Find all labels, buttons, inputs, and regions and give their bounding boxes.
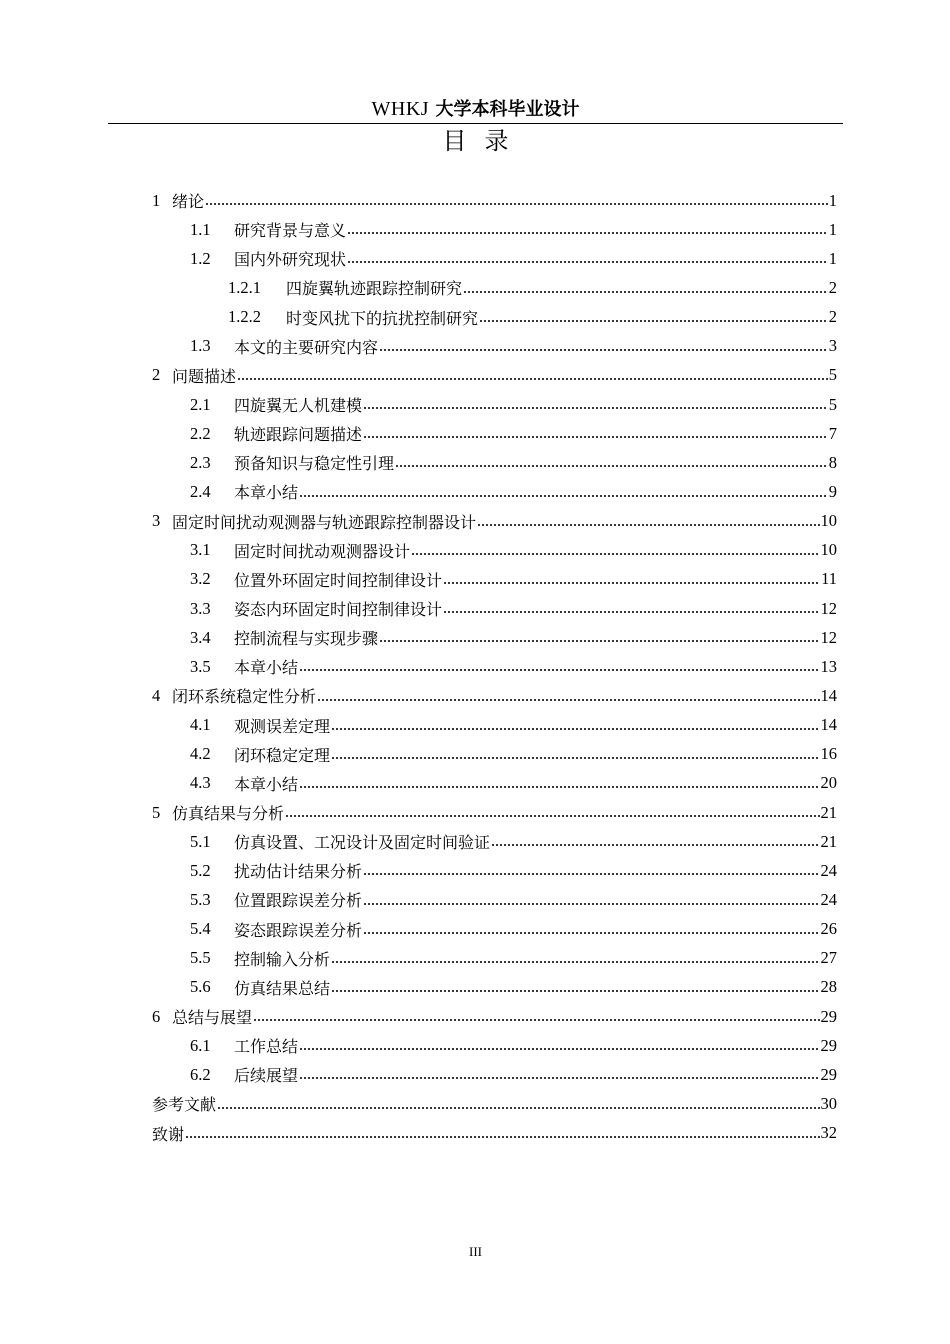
toc-entry-page: 21 <box>820 802 837 822</box>
toc-entry-number: 1.3 <box>190 336 211 356</box>
toc-entry-page: 29 <box>820 1006 837 1026</box>
dot-leader <box>379 639 819 643</box>
toc-entry-label: 姿态跟踪误差分析 <box>234 920 363 940</box>
toc-entry[interactable] <box>152 856 837 885</box>
toc-entry-page: 14 <box>820 715 837 735</box>
toc-entry-number: 5.3 <box>190 889 211 909</box>
toc-entry-page: 2 <box>828 307 837 327</box>
dot-leader <box>331 727 819 731</box>
toc-entry-label: 控制输入分析 <box>234 949 331 969</box>
page-number: III <box>469 1244 482 1259</box>
toc-entry-number: 3.5 <box>190 656 211 676</box>
toc-entry[interactable] <box>152 390 837 419</box>
toc-entry[interactable] <box>152 1002 837 1031</box>
toc-entry[interactable] <box>152 827 837 856</box>
toc-entry-label: 仿真结果与分析 <box>172 804 285 824</box>
toc-entry-number: 4.3 <box>190 773 211 793</box>
header-title-zh: 大学本科毕业设计 <box>435 99 580 120</box>
toc-entry-page: 29 <box>820 1064 837 1084</box>
toc-entry-page: 1 <box>828 219 837 239</box>
toc-entry-label: 总结与展望 <box>172 1008 253 1027</box>
toc-entry[interactable] <box>152 536 837 565</box>
toc-entry-number: 1.2.2 <box>228 307 261 327</box>
toc-entry-label: 致谢 <box>152 1124 185 1144</box>
toc-entry-label: 后续展望 <box>234 1066 299 1086</box>
dot-leader <box>299 494 828 498</box>
dot-leader <box>411 552 819 556</box>
dot-leader <box>363 931 819 935</box>
toc-entry-number: 4.1 <box>190 715 211 735</box>
toc-entry[interactable] <box>152 244 837 273</box>
toc-entry-label: 本章小结 <box>234 658 299 678</box>
toc-entry-page: 12 <box>820 598 837 618</box>
dot-leader <box>285 814 819 818</box>
toc-entry-label: 参考文献 <box>152 1095 217 1115</box>
dot-leader <box>299 785 819 789</box>
toc-entry-page: 1 <box>828 190 837 210</box>
dot-leader <box>477 523 819 527</box>
toc-entry[interactable] <box>152 448 837 477</box>
toc-entry-label: 本文的主要研究内容 <box>234 337 379 357</box>
dot-leader <box>363 435 828 439</box>
toc-entry-number: 4.2 <box>190 744 211 764</box>
toc-entry-page: 7 <box>828 423 837 443</box>
toc-entry-page: 10 <box>820 540 837 560</box>
dot-leader <box>491 843 819 847</box>
toc-entry-page: 24 <box>820 860 837 880</box>
toc-entry-number: 5.1 <box>190 831 211 851</box>
toc-entry-label: 四旋翼无人机建模 <box>234 396 363 416</box>
toc-entry[interactable] <box>152 273 837 302</box>
toc-entry-number: 1.2 <box>190 248 211 268</box>
toc-entry-number: 3.2 <box>190 569 211 589</box>
toc-entry[interactable] <box>152 419 837 448</box>
toc-entry-number: 5.6 <box>190 977 211 997</box>
toc-entry-label: 绪论 <box>172 192 205 212</box>
toc-entry[interactable] <box>152 186 837 215</box>
dot-leader <box>479 319 828 323</box>
toc-entry-page: 30 <box>820 1093 837 1113</box>
toc-entry-label: 四旋翼轨迹跟踪控制研究 <box>286 279 463 299</box>
toc-entry[interactable] <box>152 1119 837 1148</box>
toc-entry-label: 研究背景与意义 <box>234 221 347 241</box>
toc-entry[interactable] <box>152 798 837 827</box>
toc-entry-number: 2.3 <box>190 452 211 472</box>
toc-entry-label: 控制流程与实现步骤 <box>234 629 379 649</box>
dot-leader <box>253 1018 819 1022</box>
dot-leader <box>185 1135 819 1139</box>
toc-entry[interactable] <box>152 1060 837 1089</box>
toc-entry-number: 3 <box>152 511 161 531</box>
toc-entry-page: 20 <box>820 773 837 793</box>
toc-entry-number: 6 <box>152 1006 161 1026</box>
toc-entry-page: 9 <box>828 481 837 501</box>
toc-entry[interactable] <box>152 973 837 1002</box>
toc-title: 目录 <box>442 127 527 155</box>
dot-leader <box>463 290 828 294</box>
header-title-en: WHKJ <box>371 98 430 120</box>
toc-entry[interactable] <box>152 885 837 914</box>
toc-entry[interactable] <box>152 740 837 769</box>
toc-entry-label: 问题描述 <box>172 366 237 386</box>
toc-entry-page: 10 <box>820 511 837 531</box>
dot-leader <box>237 377 828 381</box>
toc-entry-number: 5.5 <box>190 948 211 968</box>
toc-entry-page: 16 <box>820 744 837 764</box>
toc-entry-label: 姿态内环固定时间控制律设计 <box>234 600 443 620</box>
toc-entry-page: 2 <box>828 277 837 297</box>
toc-entry-page: 11 <box>821 569 837 589</box>
toc-entry[interactable] <box>152 1089 837 1118</box>
toc-entry[interactable] <box>152 565 837 594</box>
dot-leader <box>379 348 828 352</box>
toc-entry-page: 27 <box>820 948 837 968</box>
dot-leader <box>443 581 820 585</box>
toc-entry-label: 扰动估计结果分析 <box>234 862 363 882</box>
toc-entry[interactable] <box>152 215 837 244</box>
dot-leader <box>347 260 828 264</box>
toc-entry-page: 5 <box>828 365 837 385</box>
toc-entry-number: 4 <box>152 685 161 705</box>
toc-entry[interactable] <box>152 332 837 361</box>
toc-entry-number: 3.4 <box>190 627 211 647</box>
toc-entry-label: 时变风扰下的抗扰控制研究 <box>286 308 479 328</box>
toc-entry[interactable] <box>152 652 837 681</box>
toc-entry-page: 5 <box>828 394 837 414</box>
toc-entry[interactable] <box>152 915 837 944</box>
toc-entry-number: 5 <box>152 802 161 822</box>
toc-entry-label: 观测误差定理 <box>234 716 331 736</box>
toc-entry-page: 3 <box>828 336 837 356</box>
toc-entry-label: 本章小结 <box>234 483 299 503</box>
toc-entry-number: 3.3 <box>190 598 211 618</box>
toc-entry-label: 位置外环固定时间控制律设计 <box>234 570 443 590</box>
toc-entry-page: 8 <box>828 452 837 472</box>
toc-entry-label: 固定时间扰动观测器设计 <box>234 541 411 561</box>
toc-entry[interactable] <box>152 1031 837 1060</box>
toc-entry-page: 14 <box>820 685 837 705</box>
toc-entry[interactable] <box>152 623 837 652</box>
dot-leader <box>205 202 828 206</box>
toc-entry[interactable] <box>152 303 837 332</box>
dot-leader <box>317 698 819 702</box>
dot-leader <box>331 989 819 993</box>
toc-entry-label: 仿真设置、工况设计及固定时间验证 <box>234 833 491 853</box>
toc-entry-number: 5.4 <box>190 919 211 939</box>
toc-entry-number: 5.2 <box>190 860 211 880</box>
toc-entry[interactable] <box>152 681 837 710</box>
toc-entry[interactable] <box>152 361 837 390</box>
toc-entry[interactable] <box>152 594 837 623</box>
dot-leader <box>443 610 819 614</box>
dot-leader <box>299 1047 819 1051</box>
toc-entry-page: 21 <box>820 831 837 851</box>
toc-entry[interactable] <box>152 477 837 506</box>
dot-leader <box>331 960 819 964</box>
table-of-contents <box>152 186 837 1148</box>
toc-entry-number: 1.1 <box>190 219 211 239</box>
dot-leader <box>363 406 828 410</box>
toc-entry-label: 位置跟踪误差分析 <box>234 891 363 911</box>
toc-entry-number: 1.2.1 <box>228 277 261 297</box>
toc-entry-number: 2 <box>152 365 161 385</box>
toc-entry-page: 26 <box>820 919 837 939</box>
dot-leader <box>299 1076 819 1080</box>
toc-entry[interactable] <box>152 507 837 536</box>
dot-leader <box>363 872 819 876</box>
toc-entry-page: 13 <box>820 656 837 676</box>
running-header <box>108 94 843 122</box>
toc-entry-number: 6.2 <box>190 1064 211 1084</box>
toc-entry-page: 28 <box>820 977 837 997</box>
toc-entry-page: 32 <box>820 1123 837 1143</box>
dot-leader <box>217 1106 819 1110</box>
dot-leader <box>363 902 819 906</box>
toc-entry-page: 1 <box>828 248 837 268</box>
toc-entry[interactable] <box>152 711 837 740</box>
toc-entry-label: 仿真结果总结 <box>234 978 331 998</box>
toc-entry-label: 闭环稳定定理 <box>234 745 331 765</box>
toc-entry-number: 2.4 <box>190 481 211 501</box>
toc-entry-page: 29 <box>820 1035 837 1055</box>
toc-entry-number: 3.1 <box>190 540 211 560</box>
toc-entry-label: 固定时间扰动观测器与轨迹跟踪控制器设计 <box>172 512 477 532</box>
toc-entry[interactable] <box>152 944 837 973</box>
toc-entry-label: 闭环系统稳定性分析 <box>172 687 317 707</box>
toc-entry-number: 1 <box>152 190 161 210</box>
toc-entry-label: 本章小结 <box>234 774 299 794</box>
toc-entry-number: 6.1 <box>190 1035 211 1055</box>
toc-entry-label: 轨迹跟踪问题描述 <box>234 425 363 445</box>
toc-entry-page: 12 <box>820 627 837 647</box>
dot-leader <box>299 668 819 672</box>
dot-leader <box>331 756 819 760</box>
toc-entry[interactable] <box>152 769 837 798</box>
toc-entry-label: 国内外研究现状 <box>234 250 347 270</box>
toc-entry-label: 工作总结 <box>234 1037 299 1057</box>
toc-entry-number: 2.2 <box>190 423 211 443</box>
toc-entry-label: 预备知识与稳定性引理 <box>234 454 395 474</box>
dot-leader <box>347 231 828 235</box>
toc-entry-number: 2.1 <box>190 394 211 414</box>
dot-leader <box>395 464 828 468</box>
toc-entry-page: 24 <box>820 889 837 909</box>
